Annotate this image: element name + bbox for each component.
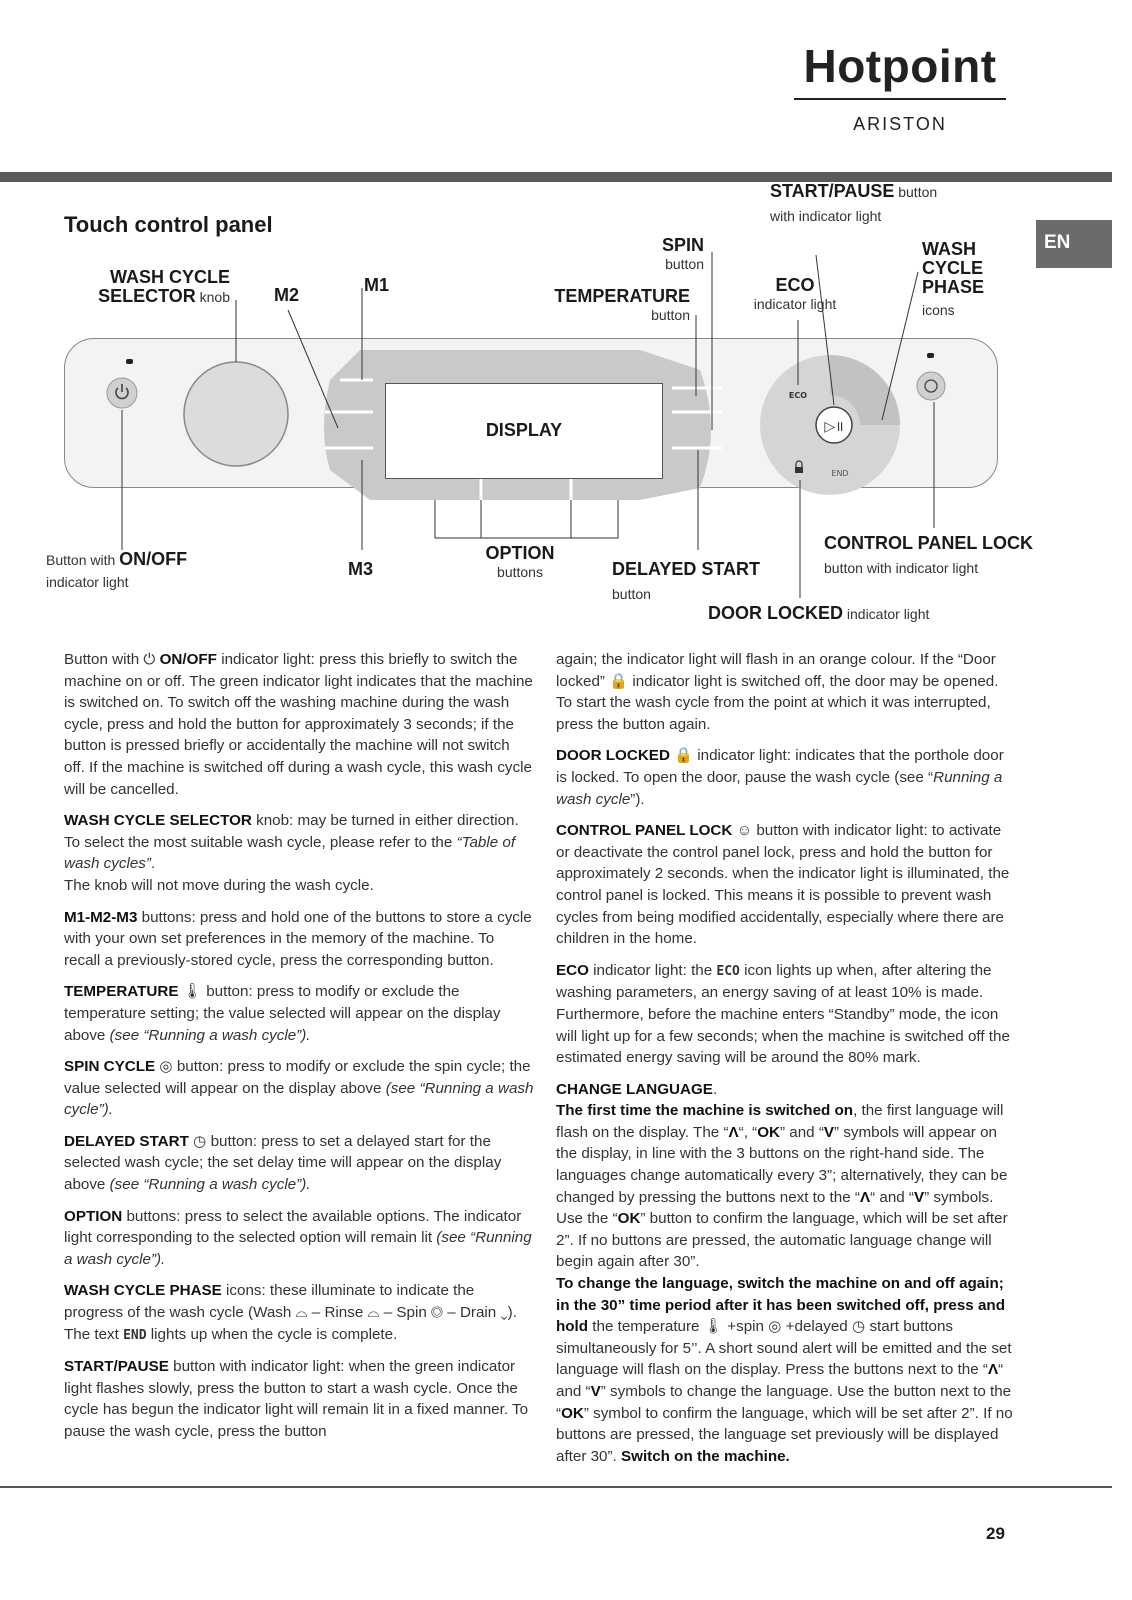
lock-icon: 🔒 (609, 672, 629, 690)
language-tab: EN (1036, 220, 1112, 268)
spin-icon: ◎ (768, 1318, 782, 1336)
page-number: 29 (986, 1524, 1005, 1543)
paragraph-start-pause-cont: again; the indicator light will flash in an orange colour. If the “Door locked” 🔒 indicator light is switched off, the door may be opened. To start the wash cycle from the point at which it was interrupted, press the button again. (556, 651, 999, 733)
door-locked-indicator-light (795, 467, 803, 473)
end-indicator: END (831, 469, 849, 478)
lock-icon: 🔒 (674, 747, 694, 765)
paragraph-change-language-1: The first time the machine is switched on, the first language will flash on the display. The “Λ“, “OK” and “V” symbols will appear on the display, in line with the 3 buttons on the right-hand side. The languages change automatically every 3”; alternatively, they can be changed by pressing the buttons next to the “Λ“ and “V” symbols. Use the “OK” button to confirm the language, which will be set after 2”. If no buttons are pressed, the automatic language change will begin again after 30”. (556, 1102, 1008, 1271)
label-delayed-start: DELAYED START button (612, 559, 761, 602)
paragraph-change-language-2: To change the language, switch the machine on and off again; in the 30” time period after it has been switched off, press and hold the temperature 🌡 +spin ◎ +delayed ◷ start buttons simultaneously for 5’’. A short sound alert will be emitted and the set language will flash on the display. Press the buttons next to the “Λ“ and “V” symbols to change the language. Use the button next to the “OK” symbol to confirm the language, which will be set after 2”. If no buttons are pressed, the language set previously will be displayed after 30”. Switch on the machine. (556, 1275, 1013, 1465)
label-control-panel-lock: CONTROL PANEL LOCK button with indicator light (824, 533, 1034, 576)
spin-icon: ◎ (159, 1058, 173, 1076)
label-wash-cycle-phase: WASH CYCLE PHASE icons (922, 239, 985, 318)
onoff-button[interactable] (107, 378, 137, 408)
footer-rule (0, 1486, 1112, 1488)
label-start-pause: START/PAUSE button with indicator light (770, 181, 938, 224)
clock-icon: ◷ (851, 1318, 866, 1336)
label-m2: M2 (274, 285, 300, 305)
thermometer-icon: 🌡 (182, 983, 202, 1001)
control-panel-lock-button[interactable] (917, 372, 945, 400)
paragraph-wash-cycle-phase: WASH CYCLE PHASE icons: these illuminate to indicate the progress of the wash cycle (Wash ⌓ – Rinse ⌓ – Spin ◎ – Drain ⌄). The text END lights up when the cycle is complete. (64, 1282, 517, 1343)
eco-indicator-light: ECO (788, 391, 808, 400)
paragraph-door-locked: DOOR LOCKED 🔒 indicator light: indicates that the porthole door is locked. To open the door, pause the wash cycle (see “Running a wash cycle”). (556, 747, 1004, 808)
drain-icon: ⌄ (500, 1304, 508, 1322)
right-column (556, 649, 1016, 1477)
panel-diagram (0, 0, 1112, 640)
label-m3: M3 (348, 559, 374, 579)
paragraph-m-buttons: M1-M2-M3 buttons: press and hold one of the buttons to store a cycle with your own set preferences in the memory of the machine. To recall a previously-stored cycle, press the corresponding button. (64, 908, 532, 969)
paragraph-eco: ECO indicator light: the ECO icon lights up when, after altering the washing parameters, an energy saving of at least 10% is made. Furthermore, before the machine enters “Standby” mode, the icon will light up for a few seconds; when the machine is switched off the estimated energy saving will be around the 80% mark. (556, 961, 1010, 1067)
paragraph-temperature: TEMPERATURE 🌡 button: press to modify or exclude the temperature setting; the value selected will appear on the display above (see “Running a wash cycle”). (64, 983, 501, 1044)
thermometer-icon: 🌡 (703, 1318, 724, 1336)
left-column (64, 649, 534, 1453)
brand-name: Hotpoint (803, 40, 997, 92)
spin-phase-icon: ◎ (431, 1304, 444, 1322)
paragraph-spin: SPIN CYCLE ◎ button: press to modify or exclude the spin cycle; the value selected will appear on the display above (see “Running a wash cycle”). (64, 1058, 534, 1119)
label-onoff: Button with ON/OFF indicator light (46, 549, 188, 590)
heading-change-language: CHANGE LANGUAGE. (556, 1080, 718, 1098)
onoff-indicator-light (126, 359, 133, 364)
lock-indicator-light (927, 353, 934, 358)
rinse-icon: ⌓ (367, 1304, 380, 1322)
child-face-icon: ☺ (736, 822, 753, 840)
wash-icon: ⌓ (295, 1304, 308, 1322)
label-eco: ECO indicator light (753, 275, 837, 312)
paragraph-option: OPTION buttons: press to select the available options. The indicator light corresponding to the selected option will remain lit (see “Running a wash cycle”). (64, 1207, 532, 1268)
clock-icon: ◷ (193, 1132, 207, 1150)
label-door-locked: DOOR LOCKED indicator light (708, 603, 930, 623)
paragraph-wash-cycle-selector: WASH CYCLE SELECTOR knob: may be turned in either direction. To select the most suitable wash cycle, please refer to the “Table of wash cycles”. The knob will not move during the wash cycle. (64, 812, 519, 894)
paragraph-delayed-start: DELAYED START ◷ button: press to set a delayed start for the selected wash cycle; the set delay time will appear on the display above (see “Running a wash cycle”). (64, 1132, 502, 1194)
label-spin: SPIN button (661, 235, 704, 272)
play-pause-icon: ▷॥ (824, 419, 844, 435)
label-m1: M1 (364, 275, 390, 295)
brand-sub: ARISTON (853, 114, 947, 134)
section-title: Touch control panel (64, 212, 273, 237)
paragraph-start-pause: START/PAUSE button with indicator light: when the green indicator light flashes slowly, press the button to start a wash cycle. Once the cycle has begun the indicator light will remain lit in a fixed manner. To pause the wash cycle, press the button (64, 1358, 529, 1440)
wash-cycle-selector-knob[interactable] (184, 362, 288, 466)
display: DISPLAY (385, 383, 663, 479)
paragraph-control-panel-lock: CONTROL PANEL LOCK ☺ button with indicator light: to activate or deactivate the control panel lock, press and hold the button for approximately 2 seconds. when the indicator light is illuminated, the control panel is locked. This means it is possible to prevent wash cycles from being modified accidentally, especially where there are children in the home. (556, 822, 1010, 948)
label-option: OPTION buttons (485, 543, 555, 580)
label-temperature: TEMPERATURE button (554, 286, 690, 323)
label-wash-cycle-selector: WASH CYCLE SELECTOR knob (98, 267, 230, 306)
paragraph-onoff: Button with ⏻ ON/OFF indicator light: press this briefly to switch the machine on or off. The green indicator light indicates that the machine is switched on. To switch off the washing machine during the wash cycle, press and hold the button for approximately 3 seconds; if the button is pressed briefly or accidentally the machine will not switch off. If the machine is switched off during a wash cycle, this wash cycle will be cancelled. (64, 651, 533, 798)
